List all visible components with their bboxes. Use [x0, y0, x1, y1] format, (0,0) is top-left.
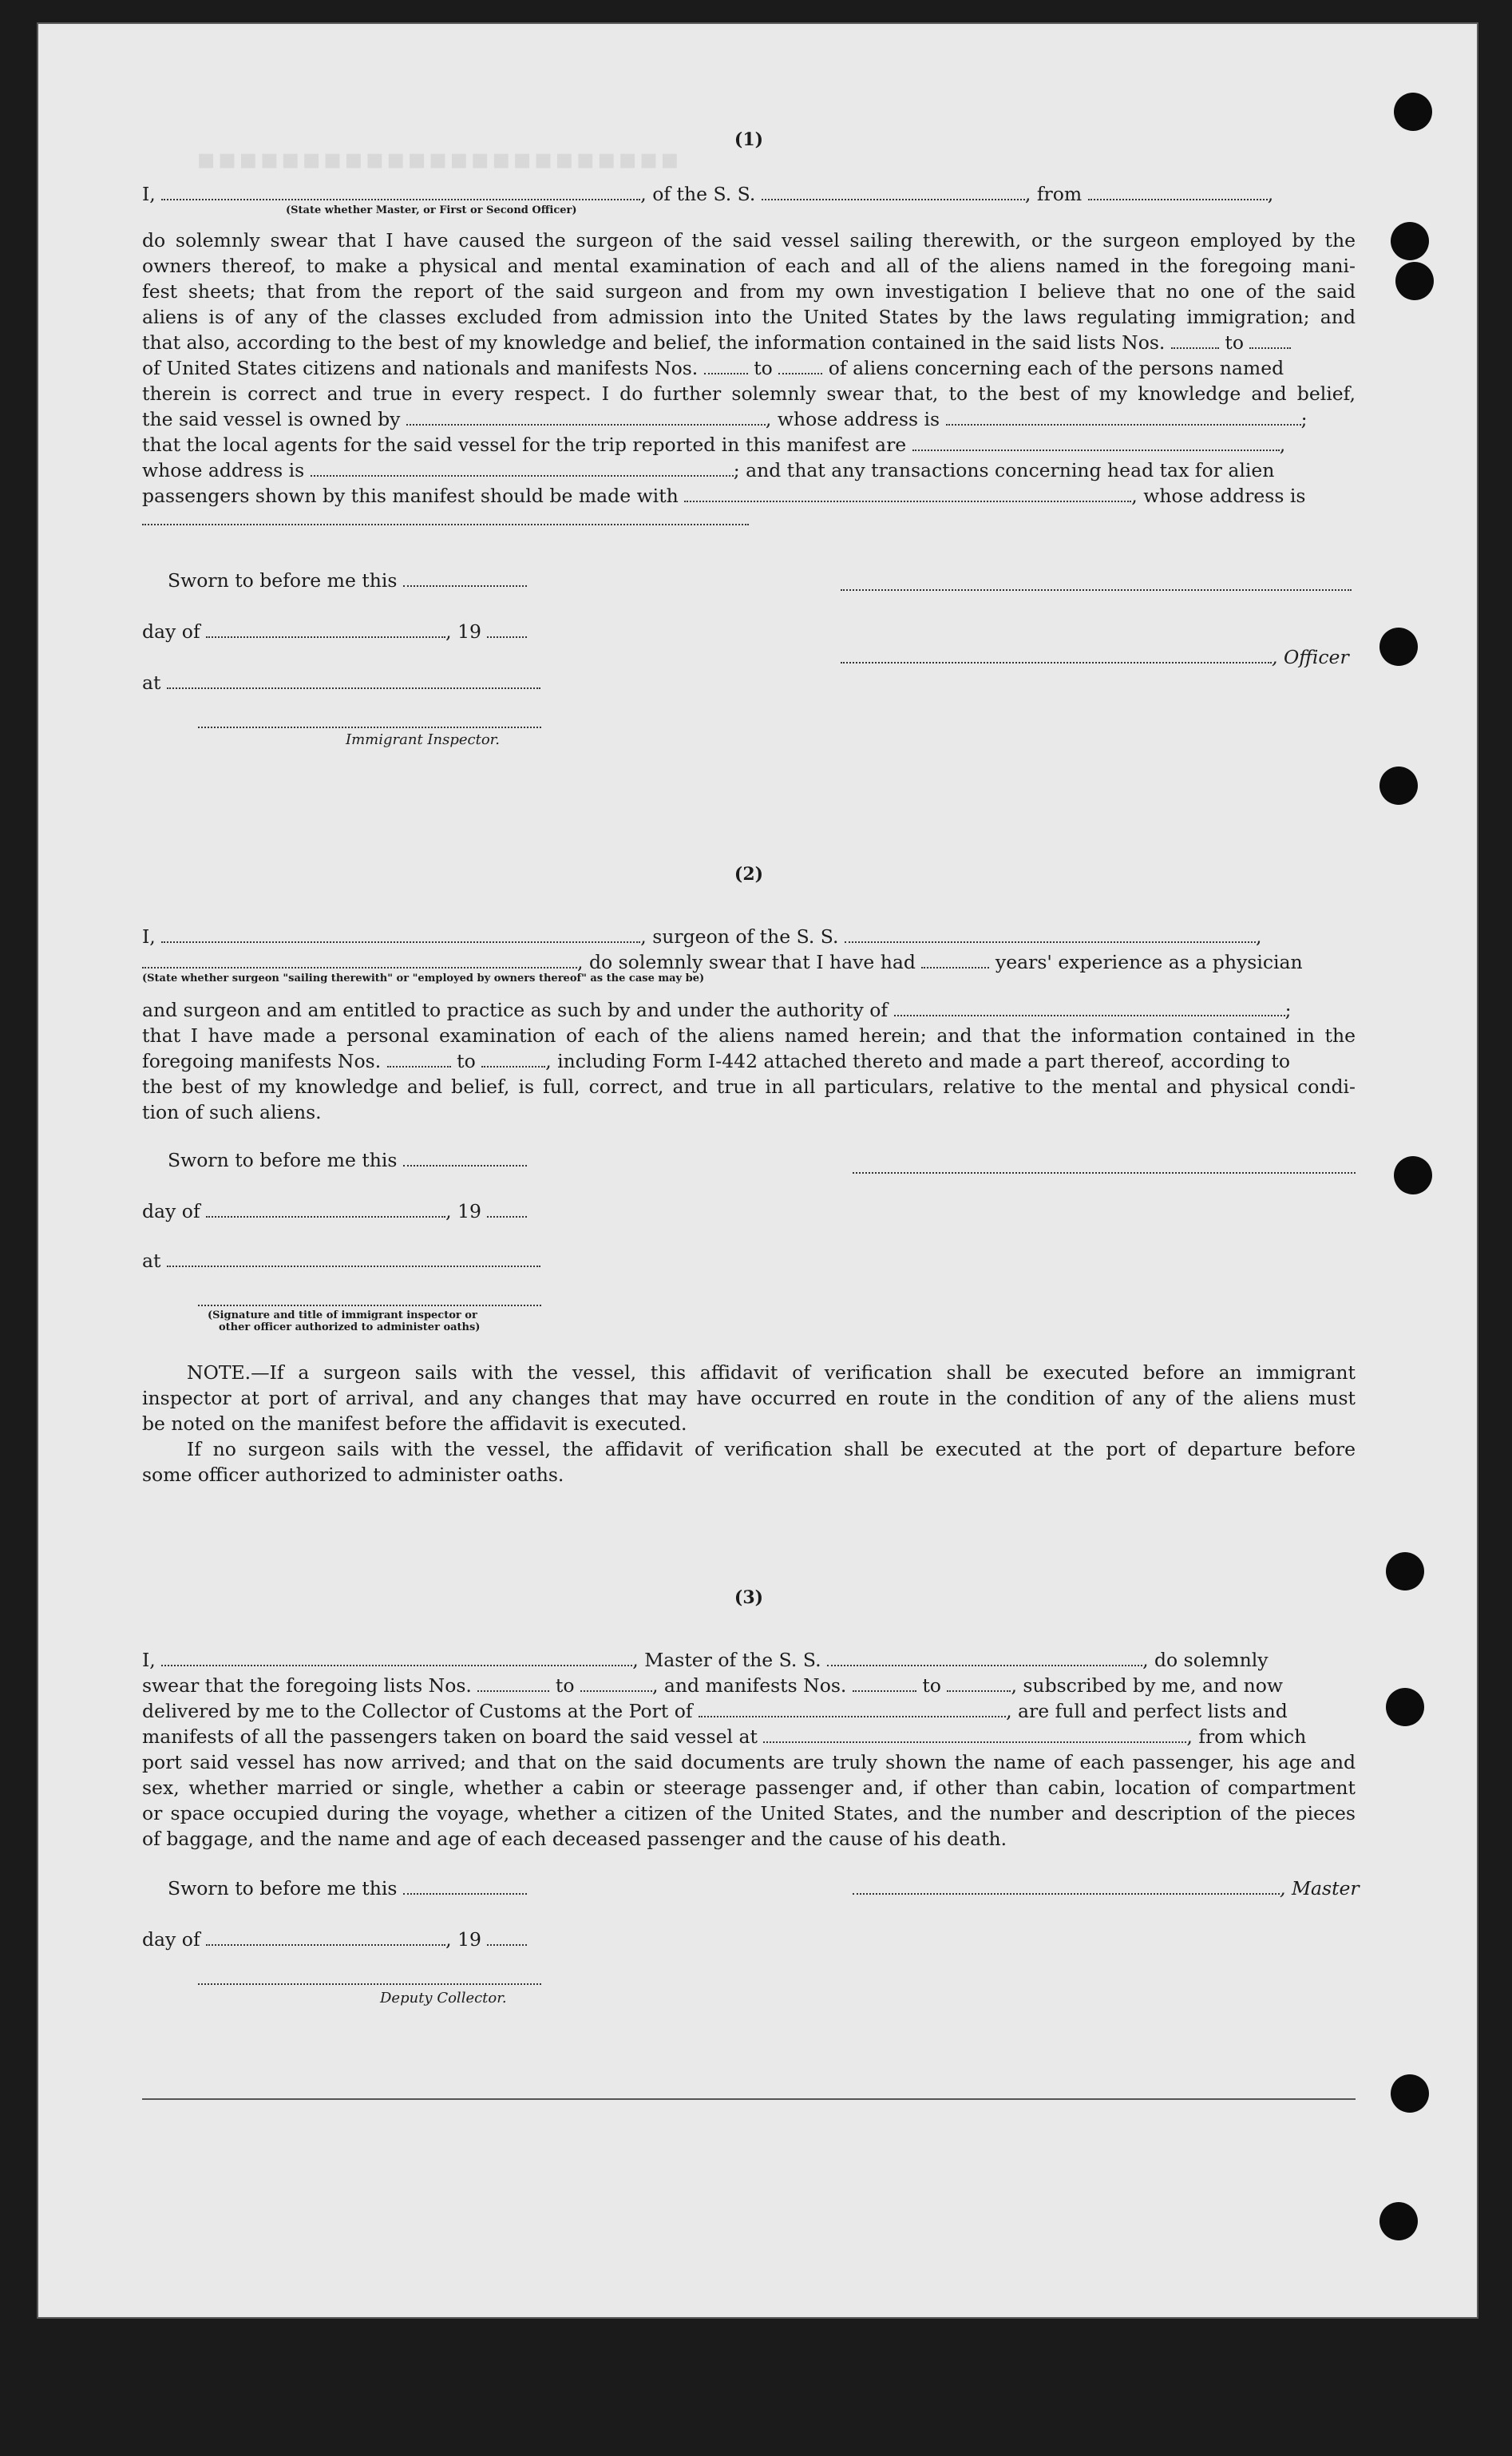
section-number: (1): [734, 129, 764, 150]
year-field[interactable]: [487, 622, 527, 638]
s3-line-4: manifests of all the passengers taken on board the said vessel at , from which: [142, 1725, 1307, 1748]
local-agents-field[interactable]: [912, 435, 1280, 451]
s2-year-field[interactable]: [487, 1202, 527, 1218]
inspector-caption: Immigrant Inspector.: [346, 731, 501, 748]
lists-from-field[interactable]: [1171, 333, 1219, 349]
punch-hole: [1379, 767, 1418, 805]
s1-line-1: I, , of the S. S. , from ,: [142, 183, 1274, 205]
embarkation-port-field[interactable]: [763, 1727, 1186, 1743]
s3-line-8: of baggage, and the name and age of each deceased passenger and the cause of his death.: [142, 1828, 1007, 1850]
note-line-3: be noted on the manifest before the affidavit is executed.: [142, 1412, 687, 1435]
inspector-signature-line[interactable]: [198, 727, 541, 728]
s1-line-7: of United States citizens and nationals and manifests Nos. to of aliens concerning each of the persons named: [142, 357, 1284, 379]
head-tax-party-field[interactable]: [684, 486, 1131, 502]
s3-line-3: delivered by me to the Collector of Customs at the Port of , are full and perfect lists and: [142, 1700, 1288, 1722]
lists-to-field[interactable]: [1249, 333, 1291, 349]
s3-sworn-day-field[interactable]: [403, 1879, 527, 1895]
s1-line-4: fest sheets; that from the report of the said surgeon and from my own investigation I believe that no one of the said: [142, 280, 1356, 303]
s3-line-2: swear that the foregoing lists Nos. to , and manifests Nos. to , subscribed by me, and now: [142, 1674, 1284, 1697]
bottom-rule: [142, 2098, 1356, 2100]
s1-line-6: that also, according to the best of my knowledge and belief, the information contained in the said lists Nos. to: [142, 331, 1356, 355]
s2-sworn: Sworn to before me this: [168, 1148, 1381, 1173]
s1-line-11: whose address is ; and that any transactions concerning head tax for alien: [142, 459, 1275, 481]
s3-lists-to-field[interactable]: [580, 1676, 652, 1692]
punch-hole: [1379, 2202, 1418, 2240]
s3-lists-from-field[interactable]: [477, 1676, 549, 1692]
s2-sworn-day-field[interactable]: [403, 1151, 527, 1167]
collector-caption: Deputy Collector.: [380, 1990, 507, 2006]
note-line-1: NOTE.—If a surgeon sails with the vessel, this affidavit of verification shall be executed before an immigrant: [187, 1361, 1356, 1384]
s2-day: day of , 19: [142, 1199, 1356, 1224]
master-signature-field[interactable]: [853, 1879, 1280, 1895]
s3-line-1: I, , Master of the S. S. , do solemnly: [142, 1649, 1269, 1671]
authority-field[interactable]: [894, 1000, 1285, 1016]
s2-at: at: [142, 1249, 1356, 1274]
sworn-day-field[interactable]: [403, 571, 527, 587]
s3-year-field[interactable]: [487, 1930, 527, 1946]
at-place-field[interactable]: [167, 673, 540, 689]
day-of-field[interactable]: [206, 622, 445, 638]
s3-master-name-field[interactable]: [161, 1650, 632, 1666]
s3-manifests-to-field[interactable]: [947, 1676, 1011, 1692]
s2-manifests-from-field[interactable]: [387, 1052, 451, 1068]
s3-line-7: or space occupied during the voyage, whether a citizen of the United States, and the number and description of the pieces: [142, 1802, 1356, 1824]
s3-day: day of , 19: [142, 1927, 1356, 1952]
s3-sworn: Sworn to before me this: [168, 1876, 1381, 1901]
s1-line-3: owners thereof, to make a physical and mental examination of each and all of the aliens named in the foregoing mani-: [142, 255, 1356, 277]
punch-hole: [1386, 1552, 1424, 1590]
s2-sig-note-1: (Signature and title of immigrant inspector or: [208, 1309, 477, 1321]
punch-hole: [1391, 2074, 1429, 2113]
s3-line-5: port said vessel has now arrived; and that on the said documents are truly shown the name of each passenger, his age and: [142, 1751, 1356, 1773]
s2-vessel-field[interactable]: [845, 927, 1256, 943]
s1-line-9: the said vessel is owned by , whose address is ;: [142, 408, 1308, 430]
s2-at-place-field[interactable]: [167, 1251, 540, 1267]
s2-line-1: I, , surgeon of the S. S. ,: [142, 925, 1262, 948]
punch-hole: [1391, 222, 1429, 260]
owner-field[interactable]: [406, 410, 766, 426]
s1-day: day of , 19: [142, 620, 1356, 644]
port-of-arrival-field[interactable]: [699, 1701, 1006, 1717]
officer-signature-line-1[interactable]: [841, 589, 1352, 591]
collector-signature-line[interactable]: [198, 1983, 541, 1985]
years-experience-field[interactable]: [921, 953, 989, 969]
s1-line-5: aliens is of any of the classes excluded from admission into the United States by the laws regulating immigration; and: [142, 306, 1356, 328]
s1-line-10: that the local agents for the said vessel for the trip reported in this manifest are ,: [142, 434, 1286, 456]
head-tax-address-line[interactable]: [142, 524, 749, 525]
punch-hole: [1394, 93, 1432, 131]
s1-line-12: passengers shown by this manifest should be made with , whose address is: [142, 485, 1306, 507]
s3-master: , Master: [853, 1876, 1356, 1901]
manifests-from-field[interactable]: [704, 358, 748, 374]
s3-vessel-field[interactable]: [827, 1650, 1142, 1666]
s2-official-signature-line[interactable]: [198, 1305, 541, 1306]
master-name-field[interactable]: [161, 184, 640, 200]
surgeon-status-field[interactable]: [142, 953, 577, 969]
s2-day-of-field[interactable]: [206, 1202, 445, 1218]
departure-port-field[interactable]: [1088, 184, 1268, 200]
s1-line-2: do solemnly swear that I have caused the surgeon of the said vessel sailing therewith, or the surgeon employed by the: [142, 229, 1356, 252]
punch-hole: [1379, 628, 1418, 666]
vessel-name-field[interactable]: [762, 184, 1025, 200]
surgeon-signature-line[interactable]: [853, 1172, 1356, 1174]
s3-line-6: sex, whether married or single, whether a cabin or steerage passenger and, if other than cabin, location of compartment: [142, 1777, 1356, 1799]
punch-hole: [1395, 262, 1434, 300]
s3-manifests-from-field[interactable]: [853, 1676, 916, 1692]
s1-line-8: therein is correct and true in every respect. I do further solemnly swear that, to the best of my knowledge and belief,: [142, 382, 1356, 405]
s1-sworn: Sworn to before me this: [168, 568, 1381, 593]
note-line-5: some officer authorized to administer oaths.: [142, 1464, 564, 1486]
s2-line-5: foregoing manifests Nos. to , including Form I-442 attached thereto and made a part thereof, according to: [142, 1050, 1290, 1072]
punch-hole: [1394, 1156, 1432, 1194]
note-line-2: inspector at port of arrival, and any changes that may have occurred en route in the condition of any of the aliens must: [142, 1387, 1356, 1409]
owner-address-field[interactable]: [946, 410, 1301, 426]
surgeon-name-field[interactable]: [161, 927, 640, 943]
s3-day-of-field[interactable]: [206, 1930, 445, 1946]
s1-note: (State whether Master, or First or Second Officer): [286, 204, 577, 216]
section-number: (2): [734, 864, 764, 885]
note-line-4: If no surgeon sails with the vessel, the affidavit of verification shall be executed at the port of departure before: [187, 1438, 1356, 1460]
s2-line-7: tion of such aliens.: [142, 1101, 322, 1123]
s2-sig-note-2: other officer authorized to administer oaths): [219, 1321, 481, 1333]
s2-line-2: , do solemnly swear that I have had years' experience as a physician: [142, 950, 1356, 975]
bleed-through-text: ▪▪▪▪▪▪▪▪▪▪▪▪▪▪▪▪▪▪▪▪▪▪▪: [196, 142, 682, 176]
punch-hole: [1386, 1688, 1424, 1726]
s1-officer: , Officer: [841, 645, 1356, 670]
form-page: [37, 22, 1478, 2319]
agents-address-field[interactable]: [311, 461, 734, 477]
s1-at: at: [142, 671, 1356, 695]
s2-line-6: the best of my knowledge and belief, is full, correct, and true in all particulars, relative to the mental and physical condi-: [142, 1075, 1356, 1098]
s2-manifests-to-field[interactable]: [481, 1052, 545, 1068]
s2-line-3: and surgeon and am entitled to practice as such by and under the authority of ;: [142, 999, 1292, 1021]
officer-signature-field[interactable]: [841, 648, 1272, 664]
s2-line-4: that I have made a personal examination of each of the aliens named herein; and that the information contained in the: [142, 1024, 1356, 1047]
section-number: (3): [734, 1587, 764, 1608]
s2-note: (State whether surgeon "sailing therewith" or "employed by owners thereof" as the case may be): [142, 972, 705, 984]
manifests-to-field[interactable]: [778, 358, 822, 374]
